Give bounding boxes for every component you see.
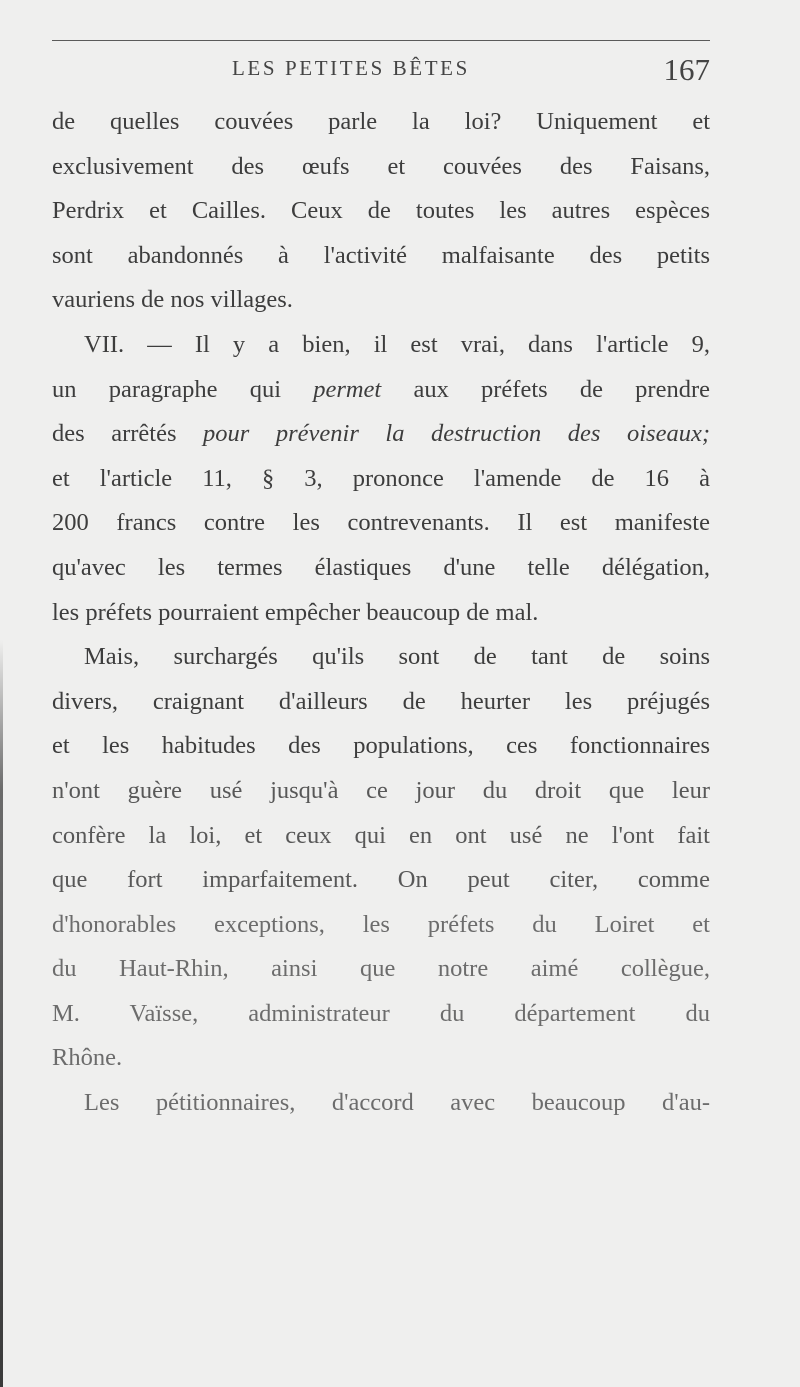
- text-line: VII. — Il y a bien, il est vrai, dans l'article 9,: [84, 330, 710, 358]
- text-line: n'ont guère usé jusqu'à ce jour du droit que leur: [52, 776, 710, 804]
- text-line: et l'article 11, § 3, prononce l'amende de 16 à: [52, 464, 710, 492]
- text-line: les préfets pourraient empêcher beaucoup de mal.: [52, 598, 539, 626]
- text-line: Rhône.: [52, 1044, 123, 1072]
- text-line-mixed: [52, 412, 710, 457]
- text-run: aux préfets de prendre: [381, 375, 710, 403]
- body-text: [52, 100, 710, 1126]
- text-line-mixed: [52, 368, 710, 413]
- text-line: et les habitudes des populations, ces fonctionnaires: [52, 732, 710, 760]
- text-line: qu'avec les termes élastiques d'une telle délégation,: [52, 553, 710, 581]
- page-number: 167: [663, 52, 710, 87]
- italic-run: pour prévenir la destruction des oiseaux;: [203, 420, 710, 448]
- text-line: confère la loi, et ceux qui en ont usé ne l'ont fait: [52, 821, 710, 849]
- running-title: LES PETITES BÊTES: [232, 56, 470, 80]
- header-rule: [52, 40, 710, 41]
- text-line: Les pétitionnaires, d'accord avec beaucoup d'au-: [84, 1089, 710, 1117]
- text-line: 200 francs contre les contrevenants. Il est manifeste: [52, 509, 710, 537]
- text-line: du Haut-Rhin, ainsi que notre aimé collègue,: [52, 955, 710, 983]
- text-line: Mais, surchargés qu'ils sont de tant de soins: [84, 643, 710, 671]
- text-line: divers, craignant d'ailleurs de heurter les préjugés: [52, 687, 710, 715]
- text-line: que fort imparfaitement. On peut citer, comme: [52, 866, 710, 894]
- text-line: sont abandonnés à l'activité malfaisante des petits: [52, 241, 710, 269]
- text-line: d'honorables exceptions, les préfets du Loiret et: [52, 910, 710, 938]
- page-edge-shadow: [0, 640, 3, 1387]
- text-line: vauriens de nos villages.: [52, 286, 293, 314]
- text-line: exclusivement des œufs et couvées des Faisans,: [52, 152, 710, 180]
- text-line: M. Vaïsse, administrateur du département du: [52, 999, 710, 1027]
- text-line: Perdrix et Cailles. Ceux de toutes les autres espèces: [52, 197, 710, 225]
- text-line: de quelles couvées parle la loi? Uniquement et: [52, 108, 710, 135]
- text-run: des arrêtés: [52, 420, 204, 448]
- running-head: [52, 52, 710, 96]
- italic-run: permet: [313, 375, 382, 403]
- text-run: un paragraphe qui: [52, 375, 314, 403]
